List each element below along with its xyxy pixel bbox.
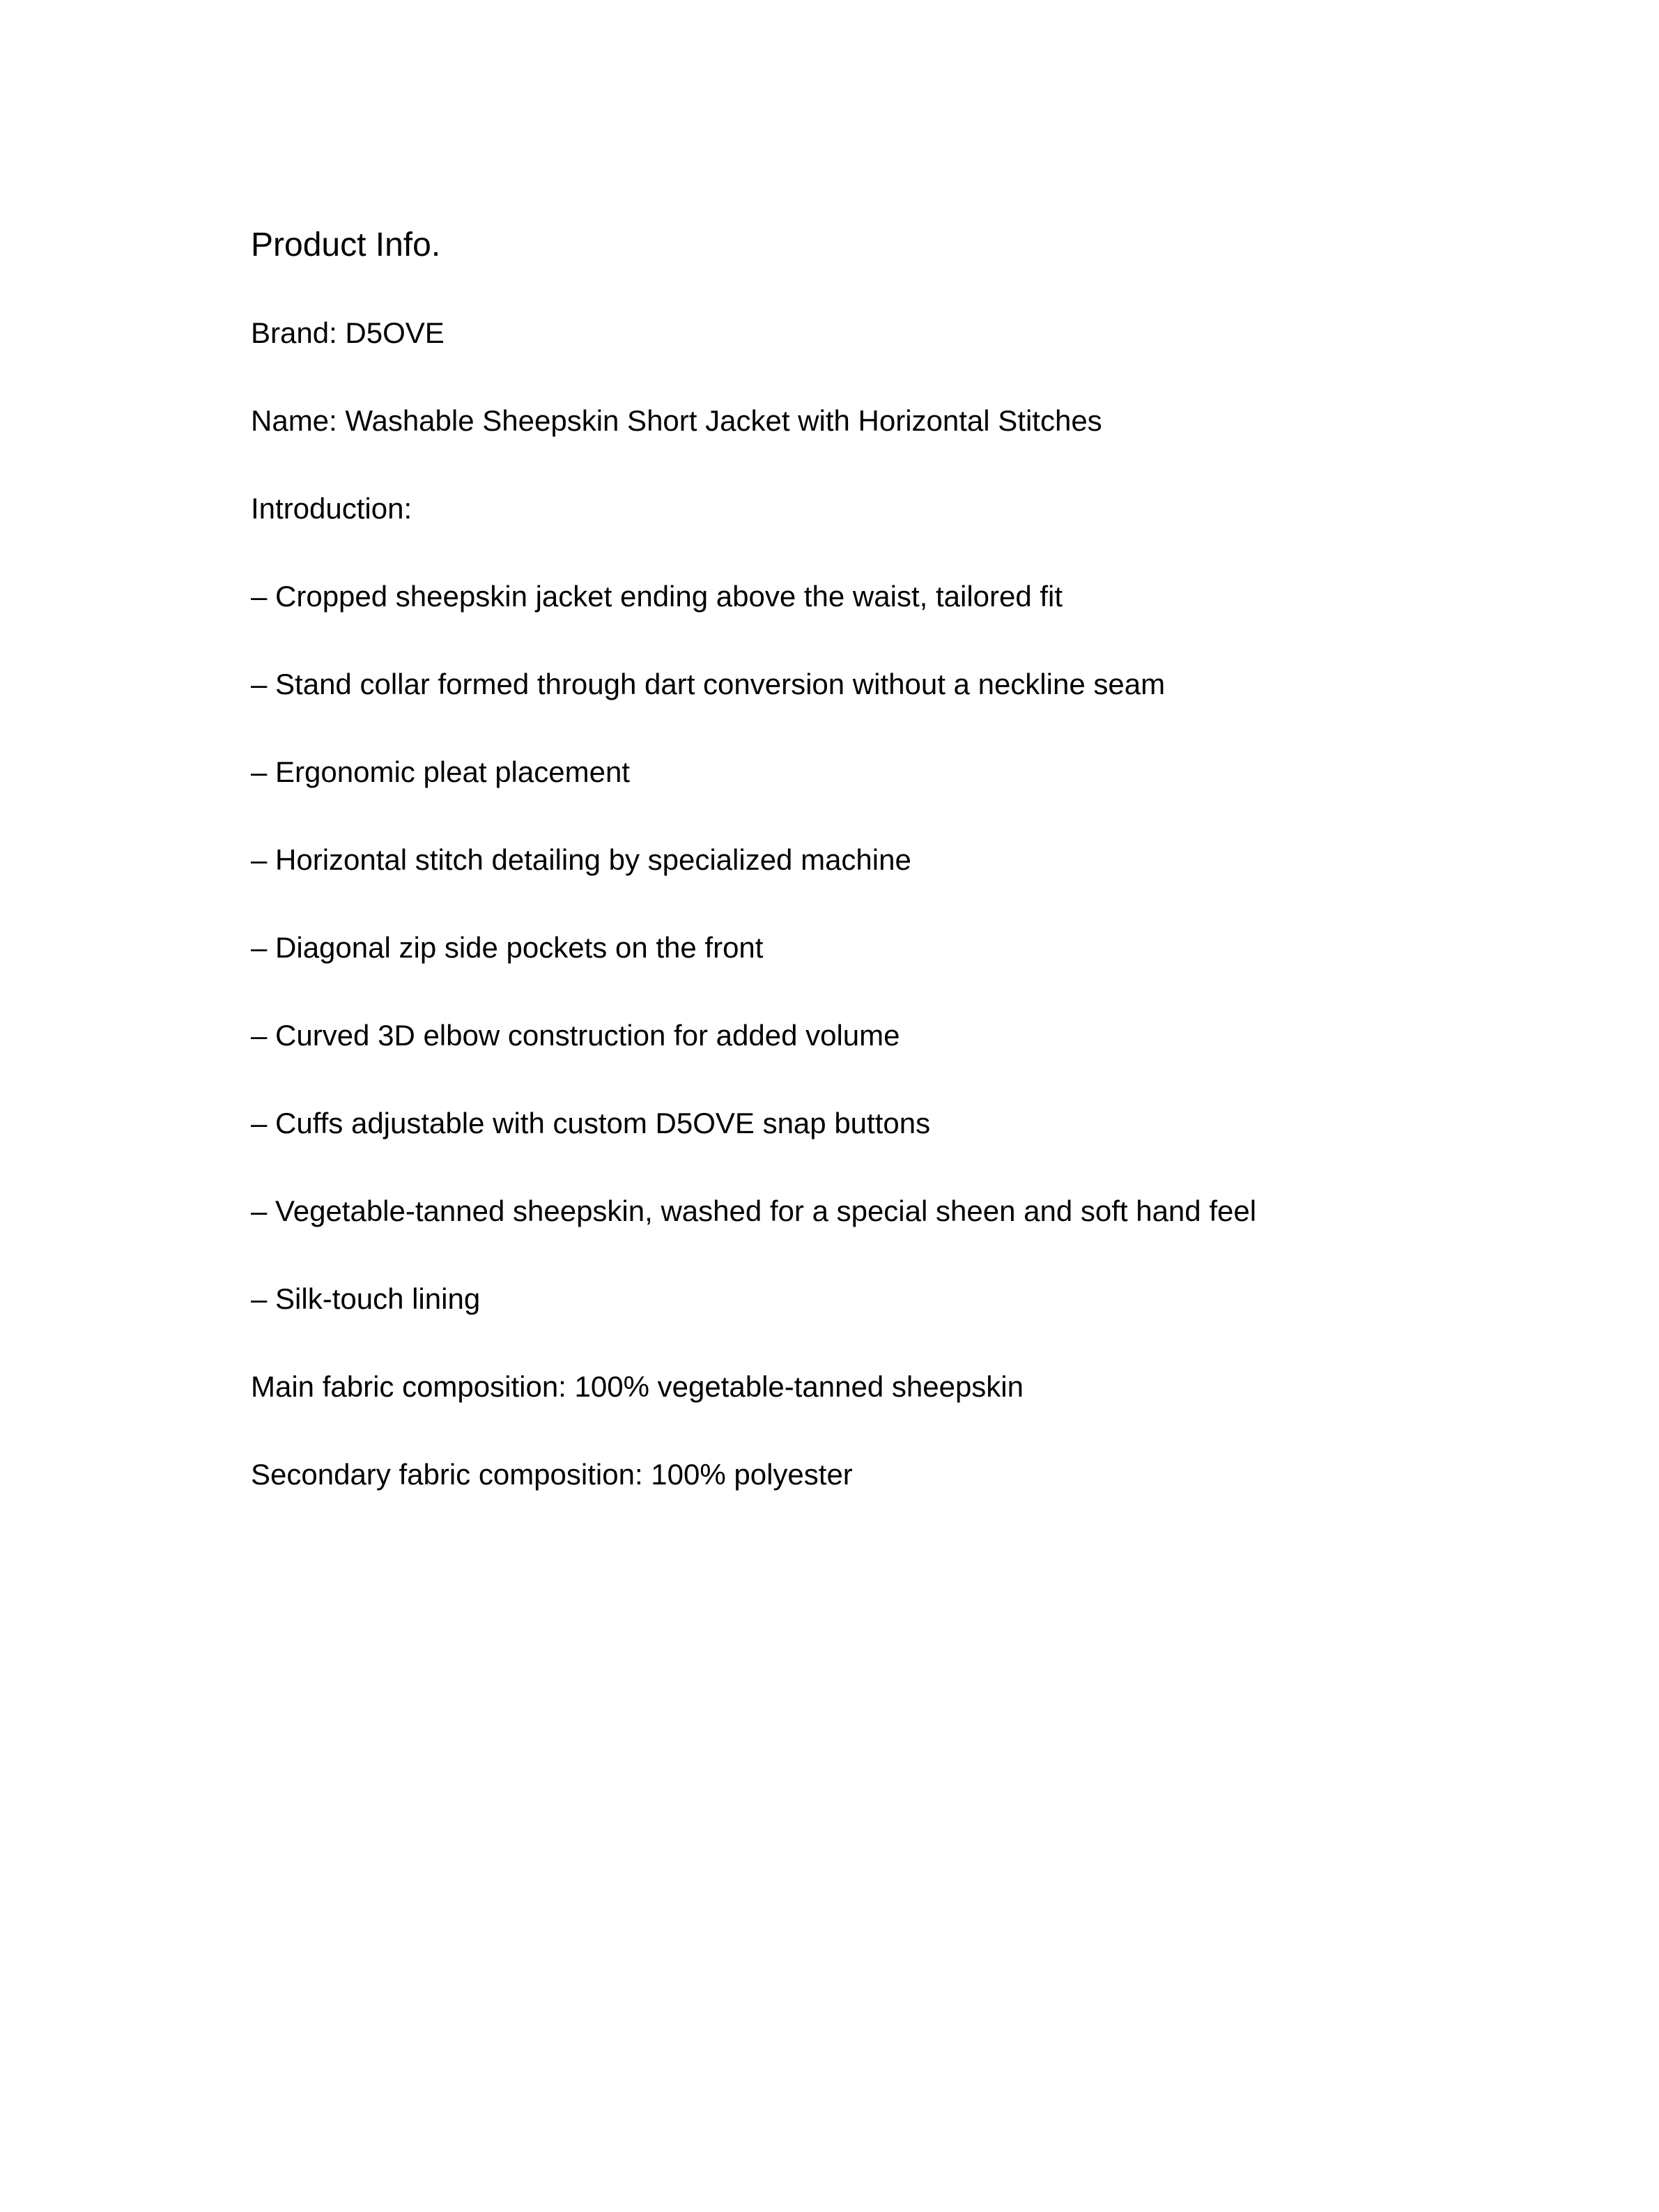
main-fabric-line: Main fabric composition: 100% vegetable-tanned sheepskin (251, 1370, 1024, 1403)
introduction-label: Introduction: (251, 492, 412, 525)
product-name-line: Name: Washable Sheepskin Short Jacket with Horizontal Stitches (251, 404, 1102, 437)
feature-item: – Diagonal zip side pockets on the front (251, 931, 764, 964)
feature-item: – Ergonomic pleat placement (251, 755, 630, 788)
feature-item: – Curved 3D elbow construction for added volume (251, 1019, 900, 1052)
document-title: Product Info. (251, 226, 441, 263)
feature-item: – Silk-touch lining (251, 1282, 481, 1315)
product-info-section (251, 223, 1575, 1494)
feature-item: – Horizontal stitch detailing by specialized machine (251, 843, 911, 876)
feature-item: – Stand collar formed through dart conversion without a neckline seam (251, 668, 1166, 700)
feature-item: – Cropped sheepskin jacket ending above the waist, tailored fit (251, 580, 1063, 613)
secondary-fabric-line: Secondary fabric composition: 100% polyester (251, 1458, 853, 1491)
brand-line: Brand: D5OVE (251, 316, 445, 349)
feature-item: – Cuffs adjustable with custom D5OVE snap buttons (251, 1107, 931, 1139)
feature-item: – Vegetable-tanned sheepskin, washed for a special sheen and soft hand feel (251, 1195, 1257, 1227)
